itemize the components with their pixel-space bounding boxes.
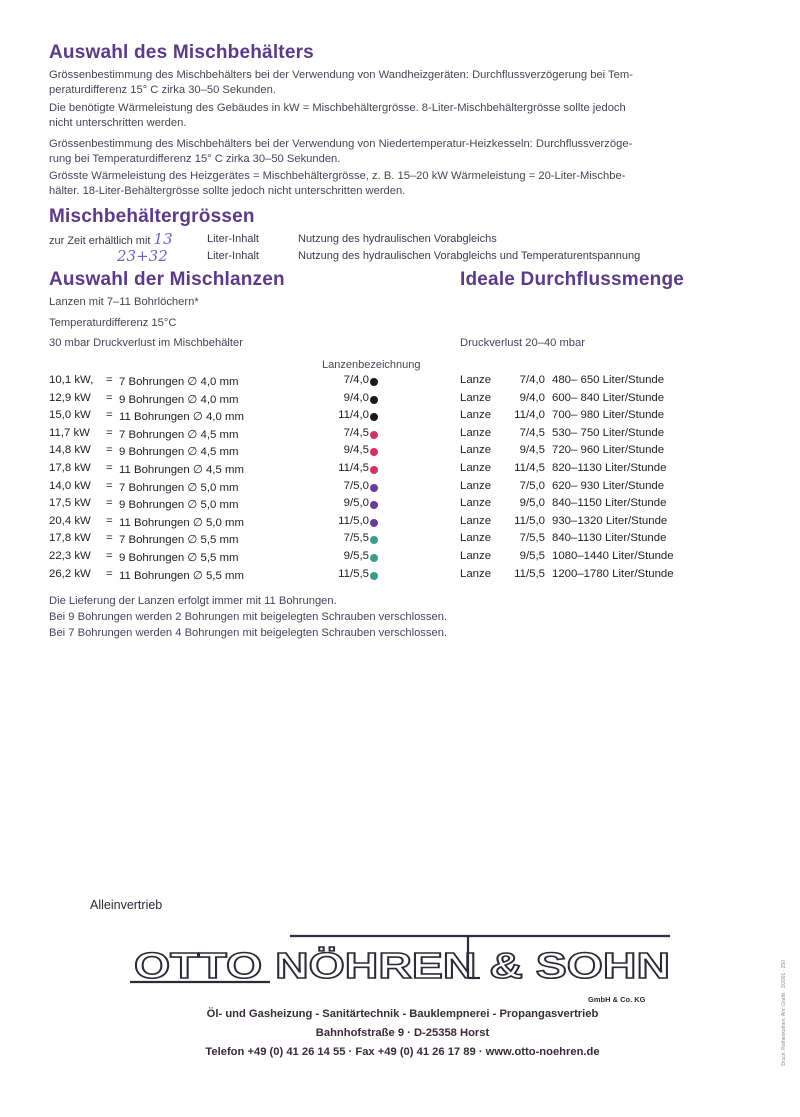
lanze-code: 7/5,5 <box>519 532 545 545</box>
color-dot-icon <box>370 448 378 456</box>
lanze-label: Lanze <box>460 497 492 510</box>
flow-range-cell: 1080–1440 Liter/Stunde <box>552 549 674 562</box>
text-line: rung bei Temperaturdifferenz 15° C zirka 30–50 Sekunden. <box>49 153 341 165</box>
power-cell: 10,1 kW, <box>49 374 94 386</box>
lanze-code: 11/5,5 <box>514 567 545 580</box>
equals-sign: = <box>106 497 113 510</box>
lanze-label: Lanze <box>460 567 492 580</box>
note-line: Bei 9 Bohrungen werden 2 Bohrungen mit beigelegten Schrauben verschlossen. <box>49 610 448 623</box>
power-cell: 22,3 kW <box>49 549 91 562</box>
size-use: Nutzung des hydraulischen Vorabgleichs <box>298 233 497 245</box>
power-cell: 20,4 kW <box>49 514 91 527</box>
bohrungen-cell: 11 Bohrungen ∅ 4,5 mm <box>119 463 244 476</box>
section-title-groessen: Mischbehältergrössen <box>49 206 255 227</box>
equals-sign: = <box>106 374 113 386</box>
lanze-code: 9/4,0 <box>519 391 545 404</box>
lance-code-cell: 9/5,5 <box>343 549 369 562</box>
company-name: OTTO NÖHREN & SOHN <box>134 945 670 986</box>
lanze-label: Lanze <box>460 549 492 562</box>
color-dot-icon <box>370 378 378 386</box>
lance-code-cell: 7/5,0 <box>343 479 369 492</box>
bohrungen-cell: 11 Bohrungen ∅ 4,0 mm <box>119 411 244 424</box>
color-dot-icon <box>370 536 378 544</box>
power-cell: 17,8 kW <box>49 532 91 545</box>
lanze-label: Lanze <box>460 461 492 474</box>
company-legal-form: GmbH & Co. KG <box>588 995 646 1004</box>
text-line: 30 mbar Druckverlust im Mischbehälter <box>49 337 243 349</box>
size-unit: Liter-Inhalt <box>207 233 259 245</box>
lance-code-cell: 9/4,5 <box>343 444 369 457</box>
power-cell: 11,7 kW <box>49 426 90 439</box>
druckverlust-label: Druckverlust 20–40 mbar <box>460 337 585 349</box>
equals-sign: = <box>106 391 113 404</box>
power-cell: 12,9 kW <box>49 391 91 404</box>
column-header-lanzenbezeichnung: Lanzenbezeichnung <box>322 359 421 371</box>
color-dot-icon <box>370 466 378 474</box>
company-contact: Telefon +49 (0) 41 26 14 55 · Fax +49 (0) 41 26 17 89 · www.otto-noehren.de <box>205 1046 600 1058</box>
lanze-code: 11/5,0 <box>514 514 545 527</box>
flow-range-cell: 840–1150 Liter/Stunde <box>552 497 667 510</box>
lanze-label: Lanze <box>460 532 492 545</box>
lanze-label: Lanze <box>460 409 492 422</box>
power-cell: 17,8 kW <box>49 461 91 474</box>
equals-sign: = <box>106 567 113 580</box>
color-dot-icon <box>370 519 378 527</box>
lanze-label: Lanze <box>460 374 492 386</box>
flow-range-cell: 1200–1780 Liter/Stunde <box>552 567 674 580</box>
bohrungen-cell: 7 Bohrungen ∅ 5,5 mm <box>119 534 239 547</box>
handwritten-size: 13 <box>153 230 173 248</box>
lance-code-cell: 7/4,0 <box>343 374 369 386</box>
company-logo <box>130 930 675 990</box>
section-title-durchfluss: Ideale Durchflussmenge <box>460 269 685 290</box>
flow-range-cell: 530– 750 Liter/Stunde <box>552 426 665 439</box>
text-line: Die benötigte Wärmeleistung des Gebäudes in kW = Mischbehältergrösse. 8-Liter-Mischbehältergrösse sollte jedoch <box>49 102 626 114</box>
lance-code-cell: 11/4,5 <box>338 461 369 474</box>
bohrungen-cell: 9 Bohrungen ∅ 4,5 mm <box>119 446 239 459</box>
company-address: Bahnhofstraße 9 · D-25358 Horst <box>315 1027 490 1039</box>
lanze-code: 11/4,5 <box>514 461 545 474</box>
color-dot-icon <box>370 431 378 439</box>
power-cell: 14,0 kW <box>49 479 91 492</box>
equals-sign: = <box>106 479 113 492</box>
text-line: Temperaturdifferenz 15°C <box>49 317 177 329</box>
lanze-label: Lanze <box>460 391 492 404</box>
size-prefix: zur Zeit erhältlich mit <box>49 235 151 247</box>
lanze-code: 11/4,0 <box>514 409 545 422</box>
flow-range-cell: 620– 930 Liter/Stunde <box>552 479 665 492</box>
delivery-notes <box>49 594 447 641</box>
power-cell: 14,8 kW <box>49 444 91 457</box>
lance-code-cell: 9/4,0 <box>343 391 369 404</box>
print-note: Druck: Rathenkothen, Ahr. Grafik · 3/2001 · 250 <box>781 960 787 1066</box>
equals-sign: = <box>106 549 113 562</box>
flow-range-cell: 720– 960 Liter/Stunde <box>552 444 665 457</box>
text-line: Lanzen mit 7–11 Bohrlöchern* <box>49 296 199 308</box>
flow-range-cell: 820–1130 Liter/Stunde <box>552 461 667 474</box>
lance-code-cell: 11/4,0 <box>338 409 369 422</box>
lanze-code: 7/4,5 <box>519 426 545 439</box>
note-line: Die Lieferung der Lanzen erfolgt immer mit 11 Bohrungen. <box>49 595 337 607</box>
alleinvertrieb-label: Alleinvertrieb <box>90 898 163 912</box>
equals-sign: = <box>106 514 113 527</box>
section-title-mischlanzen: Auswahl der Mischlanzen <box>49 269 285 290</box>
lanze-code: 9/4,5 <box>519 444 545 457</box>
text-line: Grössenbestimmung des Mischbehälters bei der Verwendung von Niedertemperatur-Heizkesseln: Durchflussverzöge- <box>49 138 633 150</box>
power-cell: 17,5 kW <box>49 497 91 510</box>
lanze-code: 9/5,0 <box>519 497 545 510</box>
lanze-label: Lanze <box>460 514 492 527</box>
lanze-label: Lanze <box>460 426 492 439</box>
lanze-label: Lanze <box>460 444 492 457</box>
size-unit: Liter-Inhalt <box>207 250 259 262</box>
equals-sign: = <box>106 532 113 545</box>
lanze-label: Lanze <box>460 479 492 492</box>
bohrungen-cell: 7 Bohrungen ∅ 4,5 mm <box>119 428 239 441</box>
equals-sign: = <box>106 444 113 457</box>
text-line: nicht unterschritten werden. <box>49 117 187 129</box>
lance-code-cell: 11/5,0 <box>338 514 369 527</box>
color-dot-icon <box>370 484 378 492</box>
lance-code-cell: 11/5,5 <box>338 567 369 580</box>
power-cell: 26,2 kW <box>49 567 91 580</box>
section-title-mischbehaelter: Auswahl des Mischbehälters <box>49 42 314 63</box>
lance-code-cell: 7/5,5 <box>343 532 369 545</box>
equals-sign: = <box>106 461 113 474</box>
flow-range-cell: 840–1130 Liter/Stunde <box>552 532 667 545</box>
company-services: Öl- und Gasheizung - Sanitärtechnik - Bauklempnerei - Propangasvertrieb <box>206 1008 599 1020</box>
bohrungen-cell: 9 Bohrungen ∅ 4,0 mm <box>119 393 239 406</box>
bohrungen-cell: 9 Bohrungen ∅ 5,0 mm <box>119 499 239 512</box>
text-line: Grösste Wärmeleistung des Heizgerätes = Mischbehältergrösse, z. B. 15–20 kW Wärmeleistung = 20-Liter-Mischbe- <box>49 170 626 182</box>
bohrungen-cell: 7 Bohrungen ∅ 4,0 mm <box>119 376 239 388</box>
equals-sign: = <box>106 409 113 422</box>
lanze-code: 9/5,5 <box>519 549 545 562</box>
lanze-code: 7/5,0 <box>519 479 545 492</box>
size-use: Nutzung des hydraulischen Vorabgleichs und Temperaturentspannung <box>298 250 641 262</box>
bohrungen-cell: 9 Bohrungen ∅ 5,5 mm <box>119 551 239 564</box>
color-dot-icon <box>370 413 378 421</box>
handwritten-size: 23+32 <box>117 247 168 265</box>
bohrungen-cell: 7 Bohrungen ∅ 5,0 mm <box>119 481 239 494</box>
flow-range-cell: 700– 980 Liter/Stunde <box>552 409 665 422</box>
bohrungen-cell: 11 Bohrungen ∅ 5,0 mm <box>119 516 244 529</box>
equals-sign: = <box>106 426 113 439</box>
color-dot-icon <box>370 501 378 509</box>
text-line: hälter. 18-Liter-Behältergrösse sollte jedoch nicht unterschritten werden. <box>49 185 406 197</box>
flow-range-cell: 600– 840 Liter/Stunde <box>552 391 665 404</box>
lanze-code: 7/4,0 <box>519 374 545 386</box>
color-dot-icon <box>370 554 378 562</box>
color-dot-icon <box>370 396 378 404</box>
lance-code-cell: 9/5,0 <box>343 497 369 510</box>
flow-range-cell: 930–1320 Liter/Stunde <box>552 514 668 527</box>
flow-range-cell: 480– 650 Liter/Stunde <box>552 374 665 386</box>
note-line: Bei 7 Bohrungen werden 4 Bohrungen mit beigelegten Schrauben verschlossen. <box>49 626 448 639</box>
text-line: Grössenbestimmung des Mischbehälters bei der Verwendung von Wandheizgeräten: Durchflussverzögerung bei Tem- <box>49 69 633 81</box>
bohrungen-cell: 11 Bohrungen ∅ 5,5 mm <box>119 569 244 582</box>
color-dot-icon <box>370 572 378 580</box>
text-line: peraturdifferenz 15° C zirka 30–50 Sekunden. <box>49 84 276 96</box>
lance-code-cell: 7/4,5 <box>343 426 369 439</box>
power-cell: 15,0 kW <box>49 409 91 422</box>
